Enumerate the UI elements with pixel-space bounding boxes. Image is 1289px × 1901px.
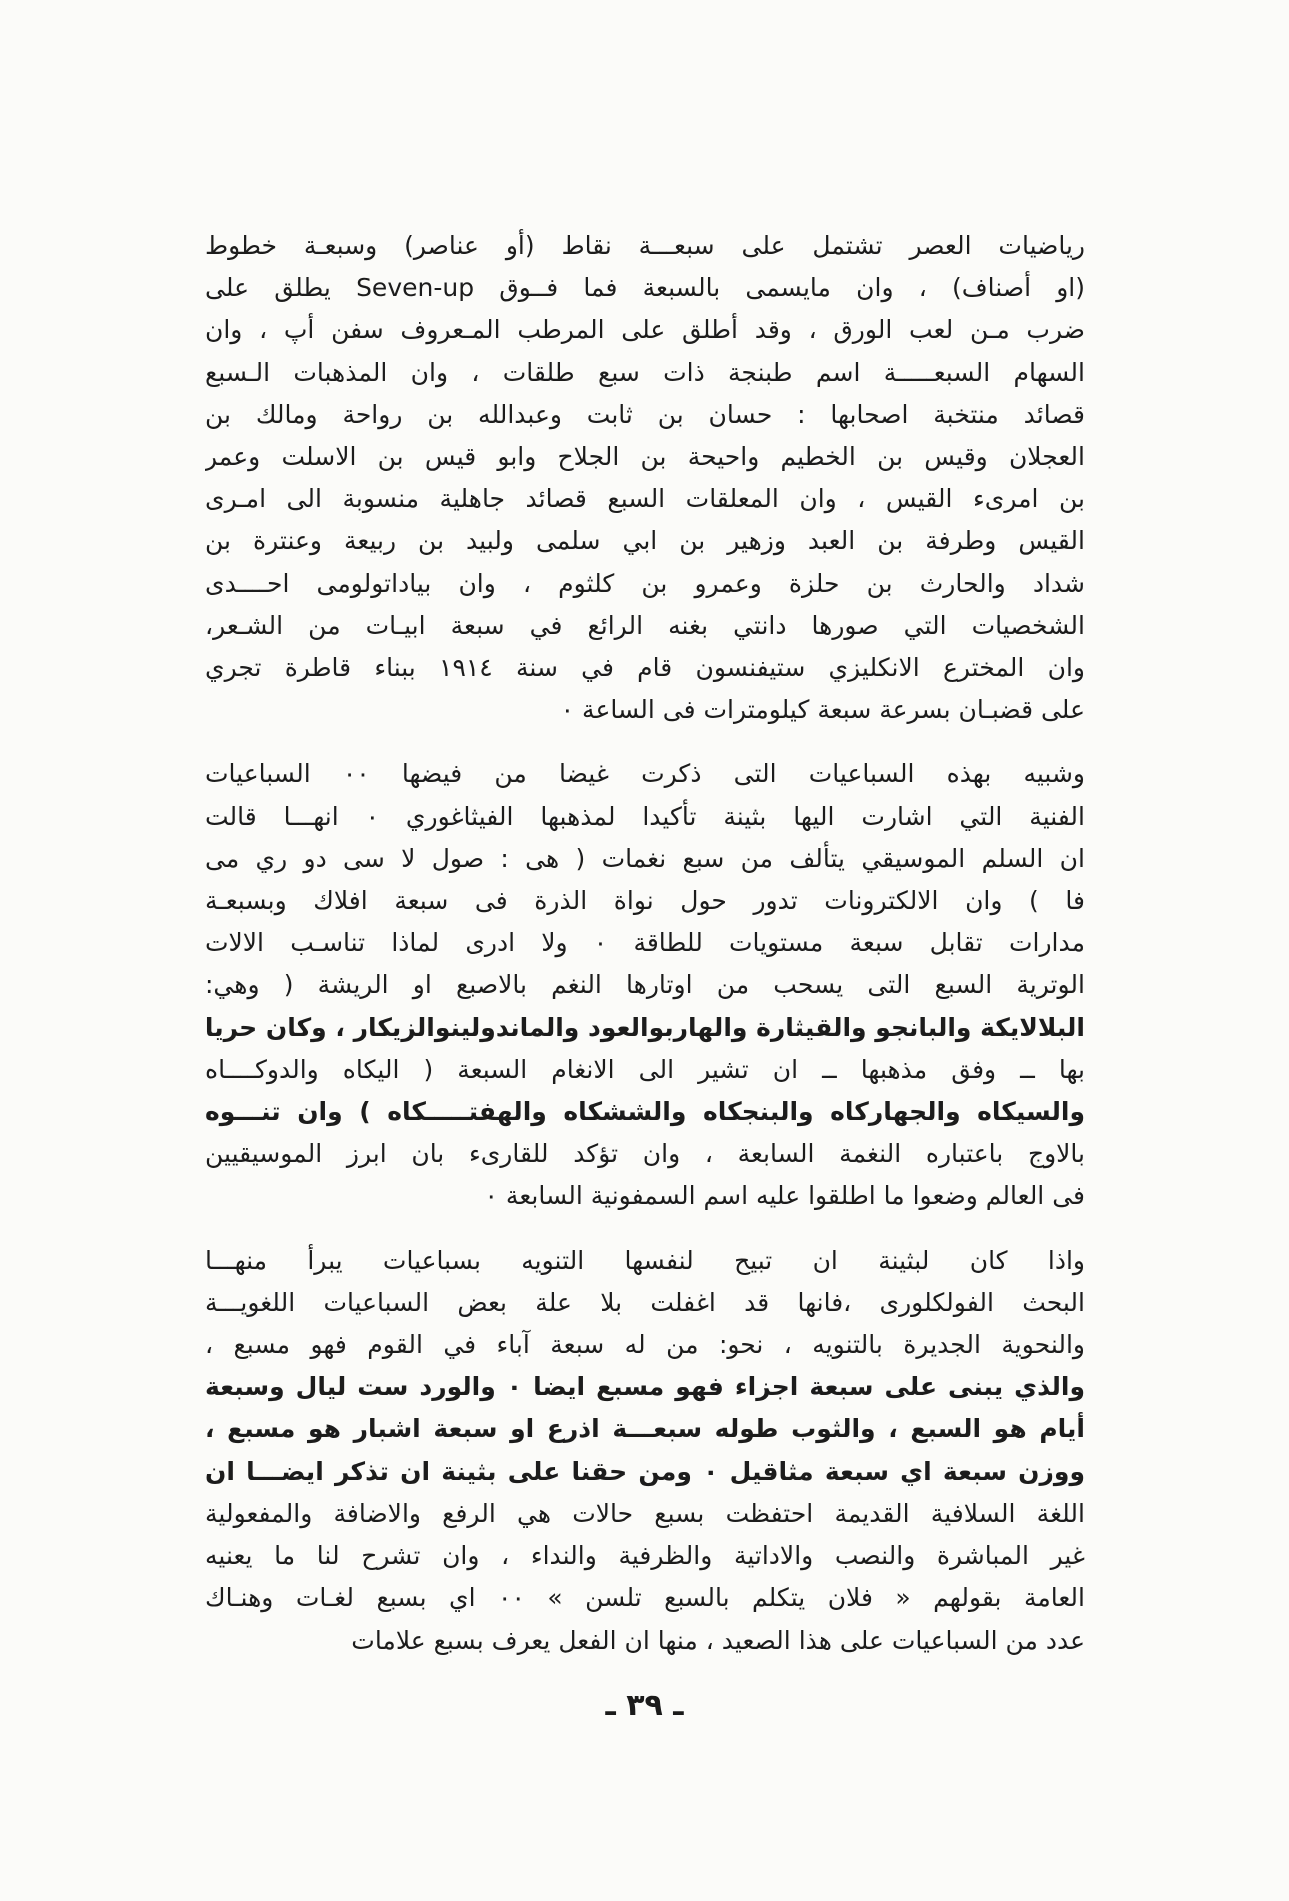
text-line: والذي يبنى على سبعة اجزاء فهو مسبع ايضا ٠ والورد ست ليال وسبعة xyxy=(205,1372,1085,1402)
text-line: اللغة السلافية القديمة احتفظت بسبع حالات هي الرفع والاضافة والمفعولية xyxy=(205,1498,1085,1528)
text-line: العامة بقولهم « فلان يتكلم بالسبع تلسن » ٠٠ اي بسبع لغـات وهنـاك xyxy=(205,1583,1085,1613)
paragraph xyxy=(205,1240,1085,1662)
text-line: وان المخترع الانكليزي ستيفنسون قام في سنة ١٩١٤ ببناء قاطرة تجري xyxy=(205,653,1085,683)
text-line: فا ) وان الالكترونات تدور حول نواة الذرة فى سبعة افلاك وبسبعـة xyxy=(205,886,1085,916)
text-line: والنحوية الجديرة بالتنويه ، نحو: من له سبعة آباء في القوم فهو مسبع ، xyxy=(205,1330,1085,1360)
text-line: (او أصناف) ، وان مايسمى بالسبعة فما فــوق Seven-up يطلق على xyxy=(205,273,1085,303)
paragraph xyxy=(205,225,1085,731)
text-line: والسيكاه والجهاركاه والبنجكاه والششكاه والهفتـــــكاه ) وان تنـــوه xyxy=(205,1097,1085,1127)
text-line: الشخصيات التي صورها دانتي بغنه الرائع في سبعة ابيـات من الشـعر، xyxy=(205,610,1085,640)
text-line: العجلان وقيس بن الخطيم واحيحة بن الجلاح وابو قيس بن الاسلت وعمر xyxy=(205,442,1085,472)
text-line: مدارات تقابل سبعة مستويات للطاقة ٠ ولا ادرى لماذا تناسـب الالات xyxy=(205,928,1085,958)
text-line: على قضبـان بسرعة سبعة كيلومترات فى الساعة ٠ xyxy=(560,695,1085,725)
text-line: واذا كان لبثينة ان تبيح لنفسها التنويه بسباعيات يبرأ منهـــا xyxy=(205,1245,1085,1275)
paragraph xyxy=(205,753,1085,1217)
text-line: ان السلم الموسيقي يتألف من سبع نغمات ( هى : صول لا سى دو ري مى xyxy=(205,843,1085,873)
text-line: شداد والحارث بن حلزة وعمرو بن كلثوم ، وان بياداتولومى احــــدى xyxy=(205,568,1085,598)
text-line: قصائد منتخبة اصحابها : حسان بن ثابت وعبدالله بن رواحة ومالك بن xyxy=(205,399,1085,429)
page-number: ـ ٣٩ ـ xyxy=(605,1688,684,1723)
text-line: ضرب مـن لعب الورق ، وقد أطلق على المرطب المـعروف سفن أپ ، وان xyxy=(205,315,1085,345)
text-line: بالاوج باعتباره النغمة السابعة ، وان تؤكد للقارىء بان ابرز الموسيقيين xyxy=(205,1139,1085,1169)
text-line: البلالايكة والبانجو والقيثارة والهاربوالعود والماندولينوالزيكار ، وكان حريا xyxy=(205,1012,1085,1042)
text-line: السهام السبعـــــة اسم طبنجة ذات سبع طلقات ، وان المذهبات الـسبع xyxy=(205,357,1085,387)
text-line: ووزن سبعة اي سبعة مثاقيل ٠ ومن حقنا على بثينة ان تذكر ايضـــا ان xyxy=(205,1456,1085,1486)
text-line: الفنية التي اشارت اليها بثينة تأكيدا لمذهبها الفيثاغوري ٠ انهـــا قالت xyxy=(205,801,1085,831)
text-line: أيام هو السبع ، والثوب طوله سبعـــة اذرع او سبعة اشبار هو مسبع ، xyxy=(205,1414,1085,1444)
text-line: وشبيه بهذه السباعيات التى ذكرت غيضا من فيضها ٠٠ السباعيات xyxy=(205,759,1085,789)
text-line: رياضيات العصر تشتمل على سبعـــة نقاط (أو عناصر) وسبعـة خطوط xyxy=(205,231,1085,260)
text-line: عدد من السباعيات على هذا الصعيد ، منها ان الفعل يعرف بسبع علامات xyxy=(351,1625,1085,1655)
text-line: فى العالم وضعوا ما اطلقوا عليه اسم السمفونية السابعة ٠ xyxy=(484,1181,1085,1211)
text-line: الوترية السبع التى يسحب من اوتارها النغم بالاصبع او الريشة ( وهي: xyxy=(205,970,1085,1000)
text-line: القيس وطرفة بن العبد وزهير بن ابي سلمى ولبيد بن ربيعة وعنترة بن xyxy=(205,526,1085,556)
text-line: غير المباشرة والنصب والاداتية والظرفية والنداء ، وان تشرح لنا ما يعنيه xyxy=(205,1541,1085,1571)
body-text xyxy=(205,225,1085,1662)
text-line: بن امرىء القيس ، وان المعلقات السبع قصائد جاهلية منسوبة الى امـرى xyxy=(205,484,1085,514)
text-line: بها ــ وفق مذهبها ــ ان تشير الى الانغام السبعة ( اليكاه والدوكــــاه xyxy=(205,1054,1085,1084)
text-line: البحث الفولكلورى ،فانها قد اغفلت بلا علة بعض السباعيات اللغويـــة xyxy=(205,1287,1085,1317)
